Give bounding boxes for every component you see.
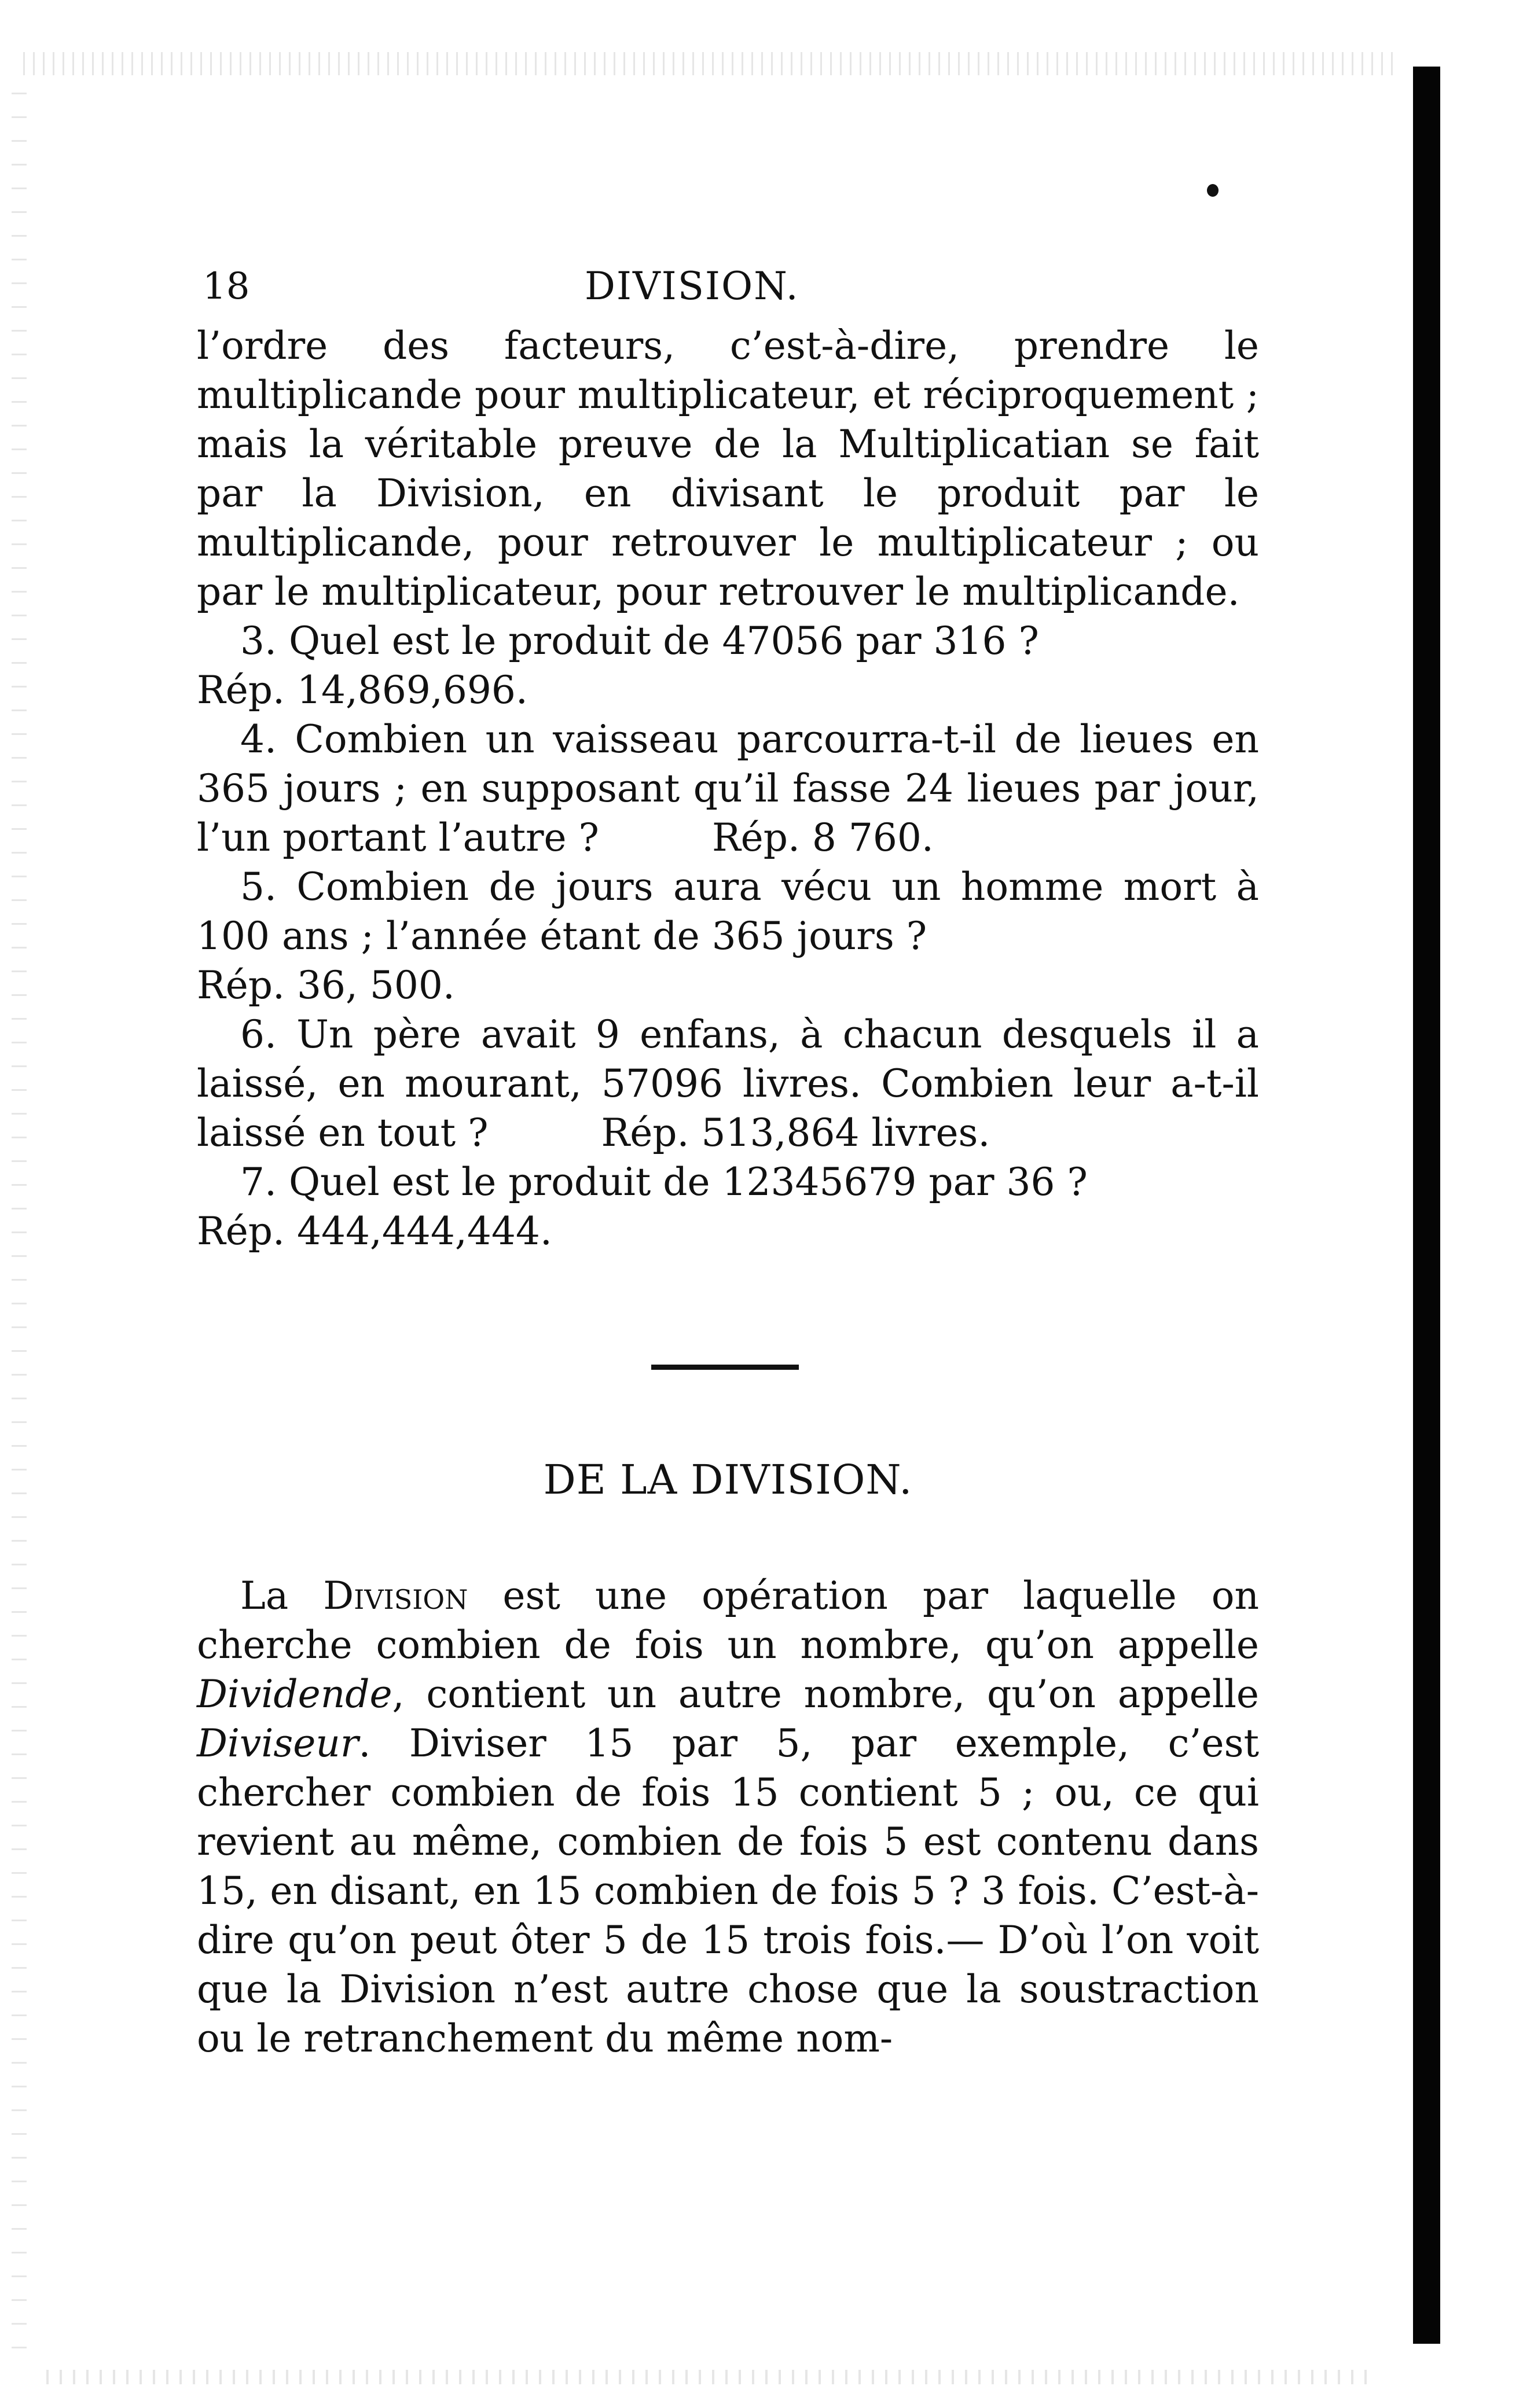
scan-noise-left <box>12 93 27 2350</box>
continuation-paragraph: l’ordre des facteurs, c’est-à-dire, prendre le multiplicande pour multiplicateur, et réciproquement ; mais la véritable preuve de la Multiplicatian se fait par la Division, en divisant le produit par le multiplicande, pour retrouver le multiplicateur ; ou par le multiplicateur, pour retrouver le multiplicande. <box>197 323 1259 614</box>
text-run: . Diviser 15 par 5, par exemple, c’est chercher combien de fois 15 contient 5 ; ou, ce qui revient au même, combien de fois 5 est contenu dans 15, en disant, en 15 combien de fois 5 ? 3 fois. C’est-à-dire qu’on peut ôter 5 de 15 trois fois.— D’où l’on voit que la Division n’est autre chose que la soustraction ou le retranchement du même nom- <box>197 1721 1259 2061</box>
term-dividende: Dividende <box>197 1672 392 1716</box>
text-run: , contient un autre nombre, qu’on appelle <box>392 1672 1259 1716</box>
term-diviseur: Diviseur <box>197 1721 359 1766</box>
text-run: est une opération par laquelle on cherche combien de fois un nombre, qu’on appelle <box>197 1574 1260 1667</box>
scan-noise-top <box>23 52 1401 75</box>
definition-paragraph <box>197 1571 1259 2063</box>
running-head <box>203 260 1210 313</box>
exercise-6-answer: Rép. 513,864 livres. <box>601 1111 990 1155</box>
header-title: DIVISION. <box>585 264 799 308</box>
section-heading: DE LA DIVISION. <box>543 1456 913 1503</box>
section-divider <box>651 1365 799 1370</box>
binding-shadow <box>1413 67 1440 2344</box>
ink-speck <box>1207 184 1219 197</box>
exercise-3-question: 3. Quel est le produit de 47056 par 316 ? <box>240 619 1039 663</box>
section-body <box>197 1571 1259 2063</box>
exercise-4 <box>197 715 1259 862</box>
exercise-6-question: 6. Un père avait 9 enfans, à chacun desquels il a laissé, en mourant, 57096 livres. Combien leur a-t-il laissé en tout ? <box>197 1012 1259 1155</box>
exercise-4-question: 4. Combien un vaisseau parcourra-t-il de lieues en 365 jours ; en supposant qu’il fasse 24 lieues par jour, l’un portant l’autre ? <box>197 717 1259 860</box>
exercise-5-question: 5. Combien de jours aura vécu un homme mort à 100 ans ; l’année étant de 365 jours ? <box>197 865 1259 958</box>
term-division: Division <box>323 1574 468 1618</box>
page-number: 18 <box>203 265 250 308</box>
exercise-6 <box>197 1010 1259 1157</box>
exercise-5-answer: Rép. 36, 500. <box>197 963 455 1008</box>
exercise-block <box>197 321 1259 1256</box>
text-run: La <box>240 1574 324 1618</box>
exercise-7-question: 7. Quel est le produit de 12345679 par 36 ? <box>240 1160 1088 1204</box>
exercise-4-answer: Rép. 8 760. <box>711 815 934 860</box>
exercise-7-answer: Rép. 444,444,444. <box>197 1209 552 1253</box>
exercise-3-answer: Rép. 14,869,696. <box>197 668 528 712</box>
scan-noise-bottom <box>46 2370 1378 2384</box>
